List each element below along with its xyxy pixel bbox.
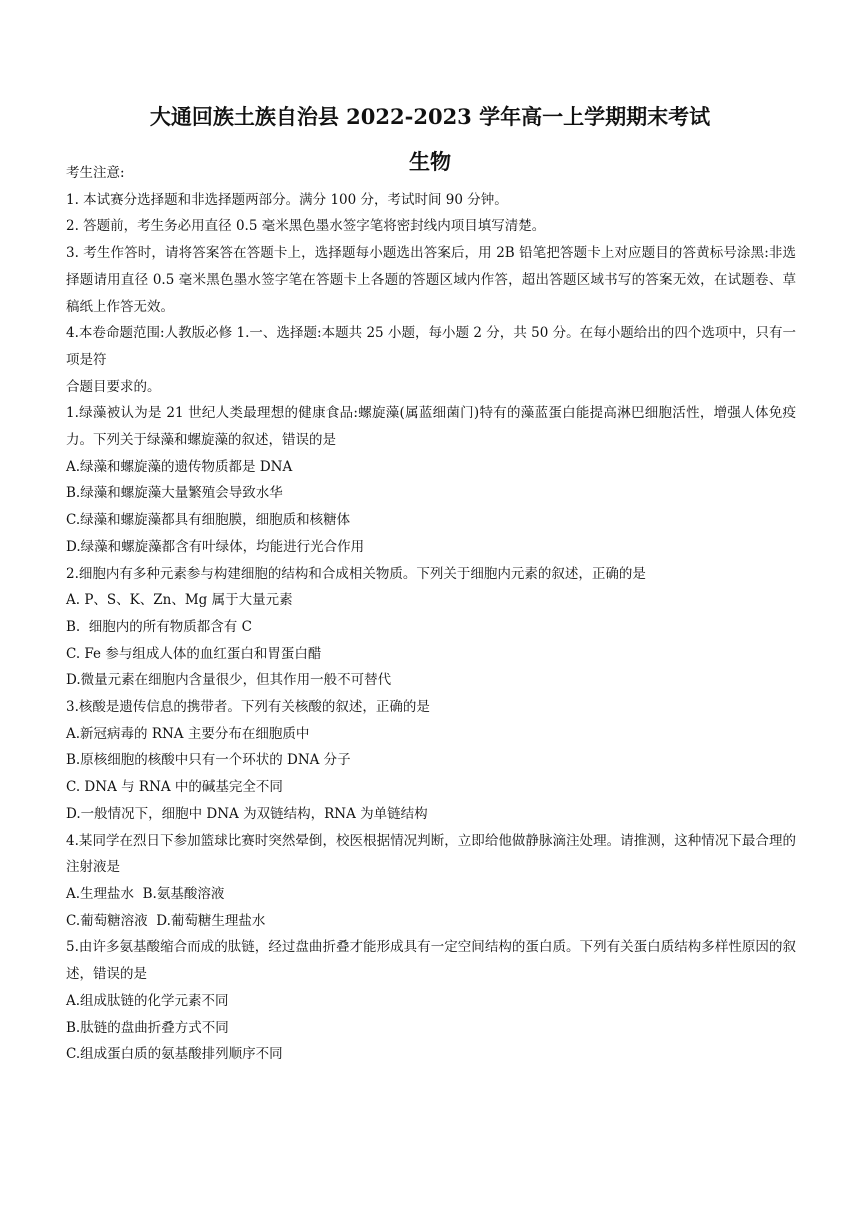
question-stem: 5.由许多氨基酸缩合而成的肽链，经过盘曲折叠才能形成具有一定空间结构的蛋白质。下列有关蛋白质结构多样性原因的叙述，错误的是 bbox=[66, 939, 796, 983]
question-stem: 1.绿藻被认为是 21 世纪人类最理想的健康食品:螺旋藻(属蓝细菌门)特有的藻蓝蛋白能提高淋巴细胞活性，增强人体免疫力。下列关于绿藻和螺旋藻的叙述，错误的是 bbox=[66, 405, 796, 449]
notice-heading: 考生注意: bbox=[66, 165, 125, 181]
notice-item: 1. 本试赛分选择题和非选择题两部分。满分 100 分，考试时间 90 分钟。 bbox=[66, 191, 508, 208]
question-option: B. 细胞内的所有物质都含有 C bbox=[66, 618, 252, 635]
question-stem: 4.某同学在烈日下参加篮球比赛时突然晕倒，校医根据情况判断，立即给他做静脉滴注处理。请推测，这种情况下最合理的注射液是 bbox=[66, 832, 796, 876]
exam-body bbox=[66, 160, 796, 1068]
question-option: B.绿藻和螺旋藻大量繁殖会导致水华 bbox=[66, 485, 283, 502]
notice-item: 3. 考生作答时，请将答案答在答题卡上，选择题每小题选出答案后，用 2B 铅笔把答题卡上对应题目的答黄标号涂黑:非选择题请用直径 0.5 毫米黑色墨水签字笔在答题卡上各题的答题区域内作答，超出答题区域书写的答案无效，在试题卷、草稿纸上作答无效。 bbox=[66, 245, 796, 315]
question-option: A.生理盐水 B.氨基酸溶液 bbox=[66, 885, 225, 902]
question-option: D.绿藻和螺旋藻都含有叶绿体，均能进行光合作用 bbox=[66, 538, 365, 555]
question-option: C.葡萄糖溶液 D.葡萄糖生理盐水 bbox=[66, 912, 266, 929]
question-option: A.绿藻和螺旋藻的遗传物质都是 DNA bbox=[66, 458, 293, 475]
exam-title: 大通回族土族自治县 2022-2023 学年高一上学期期末考试 bbox=[149, 104, 711, 129]
question-option: D.微量元素在细胞内含量很少，但其作用一般不可替代 bbox=[66, 672, 392, 689]
question-option: A.新冠病毒的 RNA 主要分布在细胞质中 bbox=[66, 725, 310, 742]
question-option: C. DNA 与 RNA 中的碱基完全不同 bbox=[66, 779, 283, 796]
question-option: D.一般情况下，细胞中 DNA 为双链结构，RNA 为单链结构 bbox=[66, 805, 428, 822]
question-option: A.组成肽链的化学元素不同 bbox=[66, 992, 229, 1009]
question-option: C. Fe 参与组成人体的血红蛋白和胃蛋白醋 bbox=[66, 645, 322, 662]
question-option: A. P、S、K、Zn、Mg 属于大量元素 bbox=[66, 592, 293, 609]
question-stem: 2.细胞内有多种元素参与构建细胞的结构和合成相关物质。下列关于细胞内元素的叙述，正确的是 bbox=[66, 565, 646, 582]
question-option: B.肽链的盘曲折叠方式不同 bbox=[66, 1019, 229, 1036]
question-option: C.组成蛋白质的氨基酸排列顺序不同 bbox=[66, 1046, 283, 1063]
subject-title: 生物 bbox=[409, 149, 451, 174]
notice-item: 合题目要求的。 bbox=[66, 378, 161, 395]
question-option: C.绿藻和螺旋藻都具有细胞膜，细胞质和核糖体 bbox=[66, 512, 351, 529]
notice-item: 2. 答题前，考生务必用直径 0.5 毫米黑色墨水签字笔将密封线内项目填写清楚。 bbox=[66, 218, 546, 235]
question-stem: 3.核酸是遗传信息的携带者。下列有关核酸的叙述，正确的是 bbox=[66, 699, 430, 716]
notice-item: 4.本卷命题范围:人教版必修 1.一、选择题:本题共 25 小题，每小题 2 分，共 50 分。在每小题给出的四个选项中，只有一项是符 bbox=[66, 325, 796, 368]
question-option: B.原核细胞的核酸中只有一个环状的 DNA 分子 bbox=[66, 752, 351, 769]
